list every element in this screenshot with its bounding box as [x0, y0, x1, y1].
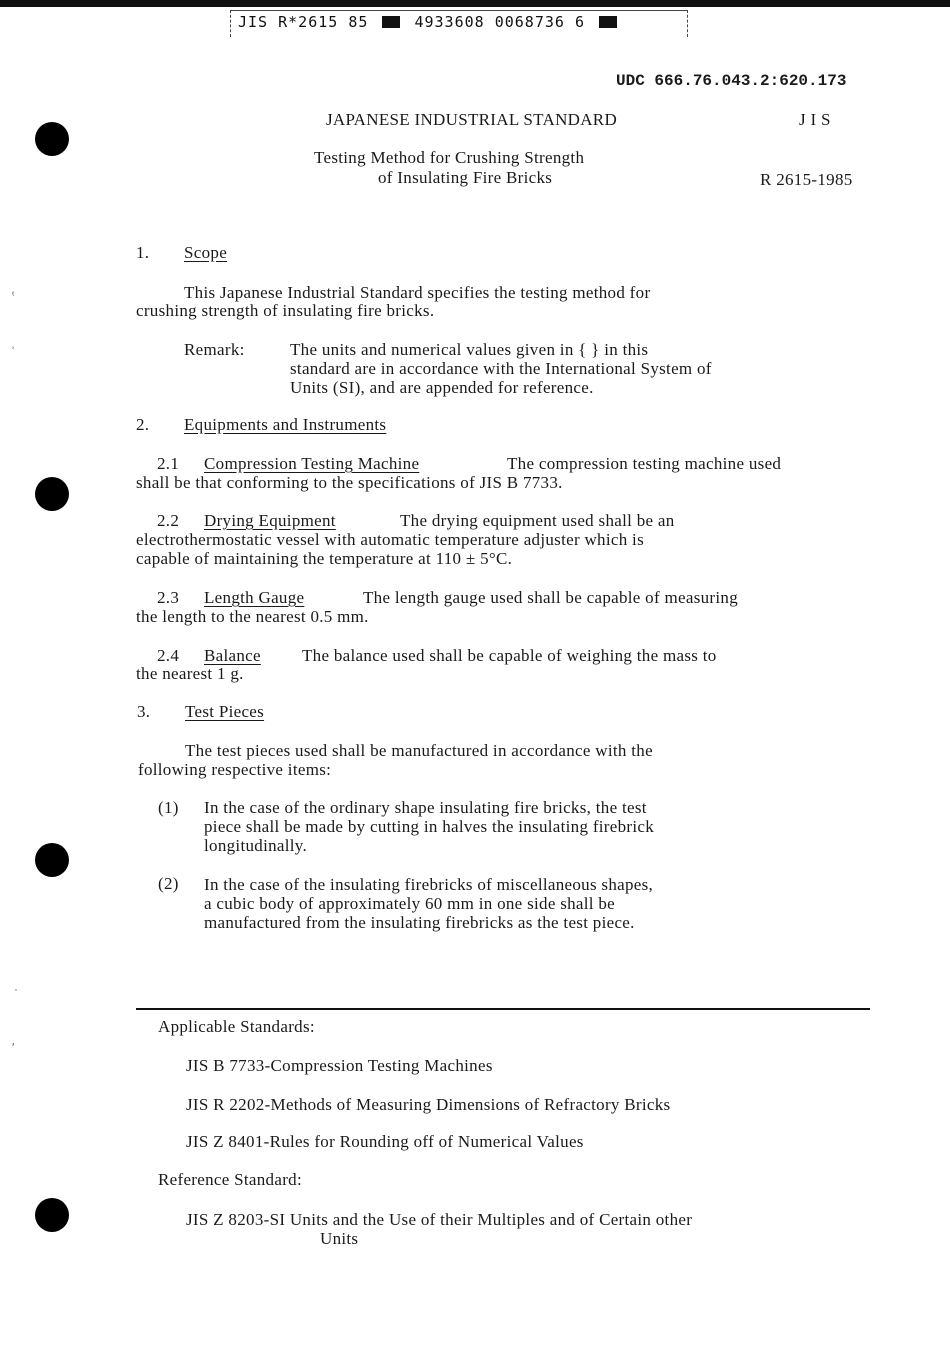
scan-speck: ᵗ: [12, 288, 15, 302]
paragraph-line: The test pieces used shall be manufactured in accordance with the: [185, 741, 653, 760]
barcode-block-1: [382, 16, 400, 28]
list-item-number: (2): [158, 874, 179, 893]
remark-line: standard are in accordance with the International System of: [290, 359, 712, 378]
udc-code: UDC 666.76.043.2:620.173: [616, 72, 847, 90]
barcode-number-1: 4933608: [414, 13, 485, 31]
list-item-line: a cubic body of approximately 60 mm in one side shall be: [204, 894, 616, 913]
document-title-line-2: of Insulating Fire Bricks: [378, 168, 553, 187]
footnote-divider: [136, 1008, 870, 1010]
paragraph-line: following respective items:: [138, 760, 332, 779]
applicable-standard: JIS Z 8401-Rules for Rounding off of Numerical Values: [186, 1132, 584, 1151]
section-heading: Equipments and Instruments: [184, 415, 387, 434]
standard-number: R 2615-1985: [760, 170, 853, 189]
list-item-line: In the case of the insulating firebricks of miscellaneous shapes,: [204, 875, 654, 894]
scan-top-border: [0, 0, 950, 7]
remark-line: The units and numerical values given in { } in this: [290, 340, 649, 359]
list-item-number: (1): [158, 798, 179, 817]
list-item-line: manufactured from the insulating firebricks as the test piece.: [204, 913, 635, 932]
barcode-text: JIS R*2615 85: [238, 13, 369, 31]
scan-speck: ʹ: [12, 1040, 15, 1054]
section-heading: Scope: [184, 243, 228, 262]
standard-organization: JAPANESE INDUSTRIAL STANDARD: [326, 110, 618, 129]
paragraph-line: The drying equipment used shall be an: [400, 511, 675, 530]
paragraph-line: shall be that conforming to the specifications of JIS B 7733.: [136, 473, 563, 492]
paragraph-line: This Japanese Industrial Standard specifies the testing method for: [184, 283, 651, 302]
scan-speck: ˙: [14, 986, 18, 1000]
punch-hole-2: [35, 477, 69, 511]
remark-label: Remark:: [184, 340, 245, 359]
paragraph-line: capable of maintaining the temperature at 110 ± 5°C.: [136, 549, 513, 568]
barcode-block-2: [599, 16, 617, 28]
section-heading: Test Pieces: [185, 702, 265, 721]
list-item-line: longitudinally.: [204, 836, 308, 855]
paragraph-line: The balance used shall be capable of weighing the mass to: [302, 646, 717, 665]
paragraph-line: the length to the nearest 0.5 mm.: [136, 607, 369, 626]
subsection-heading: Length Gauge: [204, 588, 305, 607]
applicable-standard: JIS R 2202-Methods of Measuring Dimensions of Refractory Bricks: [186, 1095, 671, 1114]
subsection-number: 2.2: [157, 511, 180, 530]
document-title-line-1: Testing Method for Crushing Strength: [314, 148, 585, 167]
paragraph-line: electrothermostatic vessel with automatic temperature adjuster which is: [136, 530, 644, 549]
section-number: 1.: [136, 243, 150, 262]
list-item-line: In the case of the ordinary shape insulating fire bricks, the test: [204, 798, 647, 817]
section-number: 2.: [136, 415, 150, 434]
applicable-standards-heading: Applicable Standards:: [158, 1017, 315, 1036]
subsection-heading: Drying Equipment: [204, 511, 336, 530]
punch-hole-1: [35, 122, 69, 156]
jis-mark: J I S: [799, 110, 831, 129]
barcode-strip: [238, 13, 621, 31]
punch-hole-3: [35, 843, 69, 877]
reference-standard: Units: [320, 1229, 359, 1248]
section-number: 3.: [137, 702, 151, 721]
paragraph-line: The compression testing machine used: [507, 454, 782, 473]
subsection-number: 2.1: [157, 454, 180, 473]
punch-hole-4: [35, 1198, 69, 1232]
subsection-number: 2.3: [157, 588, 180, 607]
scan-speck: ʾ: [11, 344, 15, 358]
subsection-number: 2.4: [157, 646, 180, 665]
list-item-line: piece shall be made by cutting in halves the insulating firebrick: [204, 817, 655, 836]
applicable-standard: JIS B 7733-Compression Testing Machines: [186, 1056, 493, 1075]
subsection-heading: Balance: [204, 646, 261, 665]
paragraph-line: the nearest 1 g.: [136, 664, 244, 683]
paragraph-line: crushing strength of insulating fire bricks.: [136, 301, 435, 320]
reference-standard-heading: Reference Standard:: [158, 1170, 302, 1189]
remark-line: Units (SI), and are appended for reference.: [290, 378, 594, 397]
barcode-number-2: 0068736 6: [494, 13, 585, 31]
reference-standard: JIS Z 8203-SI Units and the Use of their Multiples and of Certain other: [186, 1210, 693, 1229]
paragraph-line: The length gauge used shall be capable of measuring: [363, 588, 739, 607]
subsection-heading: Compression Testing Machine: [204, 454, 420, 473]
